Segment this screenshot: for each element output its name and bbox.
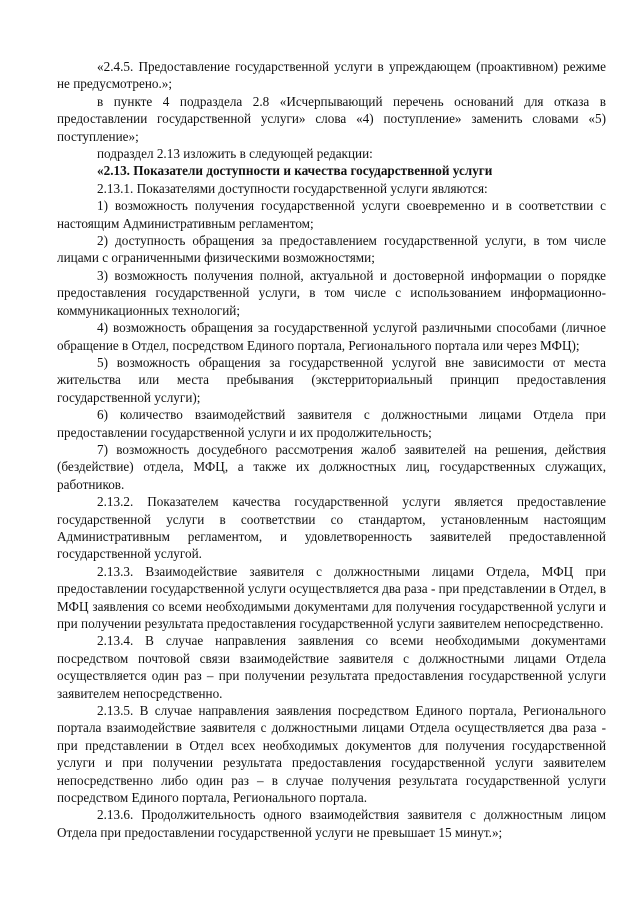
paragraph-2-13-1: 2.13.1. Показателями доступности государственной услуги являются: xyxy=(97,180,488,196)
paragraph-amendment-2-13-intro: подраздел 2.13 изложить в следующей редакции: xyxy=(97,146,373,162)
list-item-3: 3) возможность получения полной, актуальной и достоверной информации о порядке предоставления государственной услуги, в том числе с использованием информационно-коммуникационных технологий; xyxy=(57,267,606,318)
section-heading-2-13: «2.13. Показатели доступности и качества государственной услуги xyxy=(97,163,493,179)
document-page xyxy=(57,58,606,841)
paragraph-2-13-4: 2.13.4. В случае направления заявления со всеми необходимыми документами посредством почтовой связи взаимодействие заявителя с должностными лицами Отдела осуществляется один раз – при получении результата предоставления государственной услуги заявителем непосредственно. xyxy=(57,633,606,701)
paragraph-2-4-5: «2.4.5. Предоставление государственной услуги в упреждающем (проактивном) режиме не предусмотрено.»; xyxy=(57,59,606,92)
list-item-4: 4) возможность обращения за государственной услугой различными способами (личное обращение в Отдел, посредством Единого портала, Регионального портала или через МФЦ); xyxy=(57,320,606,353)
paragraph-2-13-6: 2.13.6. Продолжительность одного взаимодействия заявителя с должностным лицом Отдела при предоставлении государственной услуги не превышает 15 минут.»; xyxy=(57,807,606,840)
list-item-6: 6) количество взаимодействий заявителя с должностными лицами Отдела при предоставлении государственной услуги и их продолжительность; xyxy=(57,407,606,440)
list-item-1: 1) возможность получения государственной услуги своевременно и в соответствии с настоящим Административным регламентом; xyxy=(57,198,606,231)
list-item-5: 5) возможность обращения за государственной услугой вне зависимости от места жительства или места пребывания (экстерриториальный принцип предоставления государственной услуги); xyxy=(57,354,606,405)
paragraph-2-13-3: 2.13.3. Взаимодействие заявителя с должностными лицами Отдела, МФЦ при предоставлении государственной услуги осуществляется два раза - при представлении в Отдел, в МФЦ заявления со всеми необходимыми документами для получения государственной услуги и при получении результата предоставления государственной услуги заявителем непосредственно. xyxy=(57,563,606,631)
paragraph-2-13-2: 2.13.2. Показателем качества государственной услуги является предоставление государственной услуги в соответствии со стандартом, установленным настоящим Административным регламентом, и удовлетворенность заявителей предоставленной государственной услугой. xyxy=(57,494,606,562)
list-item-2: 2) доступность обращения за предоставлением государственной услуги, в том числе лицами с ограниченными физическими возможностями; xyxy=(57,233,606,266)
paragraph-amendment-2-8: в пункте 4 подраздела 2.8 «Исчерпывающий перечень оснований для отказа в предоставлении государственной услуги» слова «4) поступление» заменить словами «5) поступление»; xyxy=(57,93,606,144)
paragraph-2-13-5: 2.13.5. В случае направления заявления посредством Единого портала, Регионального портала взаимодействие заявителя с должностными лицами Отдела осуществляется два раза - при представлении в Отдел всех необходимых документов для получения государственной услуги и при получении результата предоставления государственной услуги заявителем непосредственно либо один раз – в случае получения результата государственной услуги посредством Единого портала, Регионального портала. xyxy=(57,703,606,806)
list-item-7: 7) возможность досудебного рассмотрения жалоб заявителей на решения, действия (бездействие) отдела, МФЦ, а также их должностных лиц, государственных служащих, работников. xyxy=(57,441,606,492)
